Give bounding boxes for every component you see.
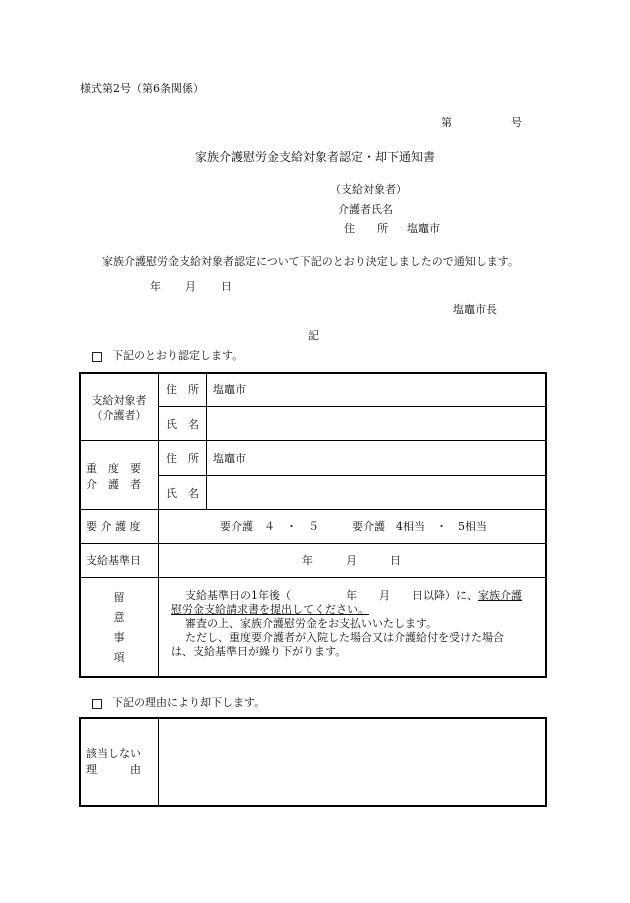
reject-checkbox[interactable] — [92, 699, 102, 709]
caree-address-cell-value: 塩竈市 — [213, 452, 246, 465]
notes-line-5: は、支給基準日が繰り下がります。 — [171, 645, 347, 658]
care-level-value: 要介護 ４ ・ ５ 要介護 4相当 ・ 5相当 — [220, 520, 487, 533]
recipient-name-cell-label: 氏 名 — [166, 418, 199, 431]
caree-row-label-1: 重 度 要 — [86, 462, 141, 475]
reason-label-1: 該当しない — [86, 747, 141, 760]
document-title: 家族介護慰労金支給対象者認定・却下通知書 — [195, 150, 436, 164]
notes-line-1b: 家族介護 — [478, 589, 522, 602]
recipient-row-label-text: 支給対象者（介護者） — [91, 394, 147, 422]
notes-label: 留意事項 — [113, 591, 125, 664]
issuer: 塩竈市長 — [453, 303, 497, 316]
recipient-address-cell-label: 住 所 — [166, 383, 199, 396]
caree-name-cell-label: 氏 名 — [166, 487, 199, 500]
notes-line-1a: 支給基準日の1年後（ 年 月 日以降）に、 — [185, 589, 478, 602]
notes-line-2: 慰労金支給請求書を提出してください。 — [171, 603, 369, 616]
table-rule — [158, 406, 546, 407]
caree-row-label-2: 介 護 者 — [86, 478, 141, 491]
notes-line-1 — [171, 589, 541, 603]
recipient-address-cell-value: 塩竈市 — [213, 383, 246, 396]
table-rule — [80, 440, 546, 441]
date-year: 年 — [150, 280, 161, 293]
recipient-name-cell-value[interactable] — [213, 418, 533, 432]
notes-text — [171, 589, 541, 659]
ki-heading: 記 — [308, 329, 319, 342]
form-number: 様式第2号（第6条関係） — [80, 82, 204, 95]
caree-name-cell-value[interactable] — [213, 487, 533, 501]
approve-checkbox[interactable] — [92, 352, 102, 362]
reject-option-label: 下記の理由により却下します。 — [112, 696, 266, 709]
base-date-label: 支給基準日 — [86, 554, 141, 567]
table-rule — [206, 373, 207, 509]
recipient-name-label: 介護者氏名 — [338, 203, 393, 216]
date-month: 月 — [185, 280, 196, 293]
doc-number-dai: 第 — [441, 116, 452, 129]
caree-address-cell-label: 住 所 — [166, 452, 199, 465]
table-rule — [158, 373, 159, 677]
recipient-address-value: 塩竈市 — [407, 222, 440, 235]
recipient-heading: （支給対象者） — [330, 183, 407, 196]
base-date-value: 年 月 日 — [302, 554, 401, 567]
approve-option-label: 下記のとおり認定します。 — [112, 349, 244, 362]
table-rule — [158, 718, 159, 806]
notes-line-4: ただし、重度要介護者が入院した場合又は介護給付を受けた場合 — [185, 631, 504, 644]
date-day: 日 — [221, 280, 232, 293]
intro-text: 家族介護慰労金支給対象者認定について下記のとおり決定しましたので通知します。 — [102, 255, 519, 268]
notes-line-3: 審査の上、家族介護慰労金をお支払いいたします。 — [185, 617, 438, 630]
table-rule — [80, 543, 546, 544]
doc-number-go: 号 — [511, 116, 522, 129]
reason-label-2: 理 由 — [86, 763, 141, 776]
recipient-row-label — [86, 393, 152, 423]
table-rule — [80, 509, 546, 510]
recipient-address-label: 住 所 — [344, 222, 388, 235]
reason-input[interactable] — [166, 725, 536, 799]
table-rule — [80, 577, 546, 578]
care-level-label: 要 介 護 度 — [86, 520, 141, 533]
table-rule — [158, 475, 546, 476]
